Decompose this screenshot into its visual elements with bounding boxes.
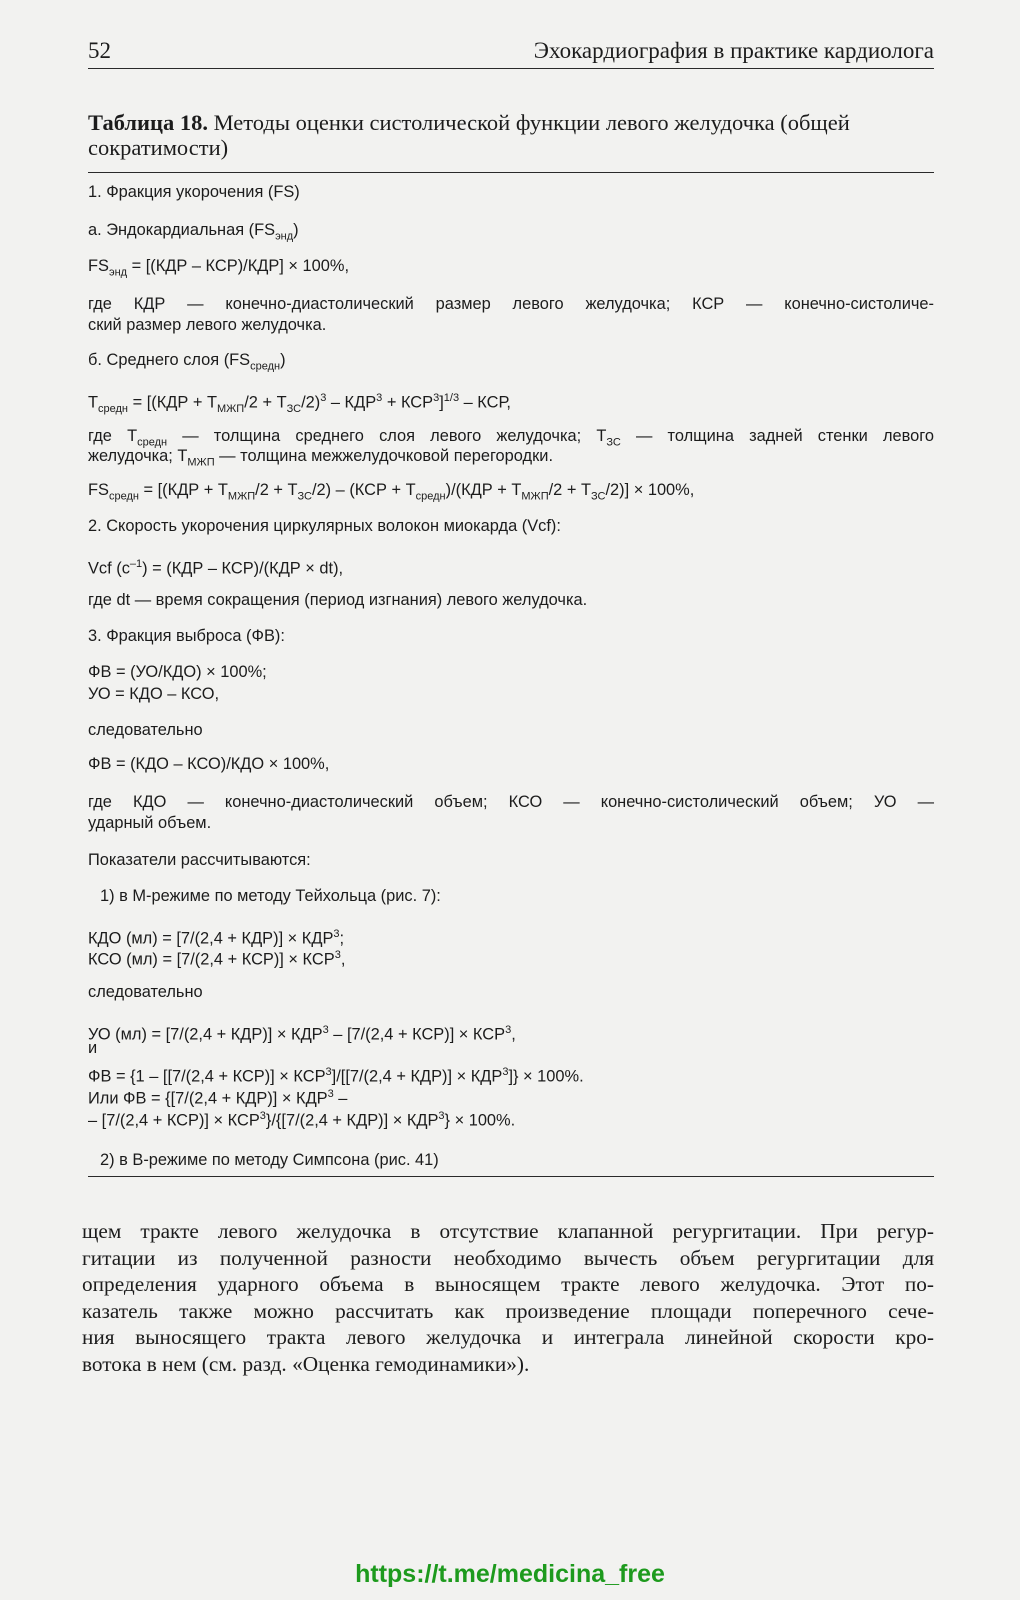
table-line: Или ФВ = {$[7/(2,4 + КДР)] \times КДР^3$ –	[88, 1088, 348, 1108]
table-line: 2) в В-режиме по методу Симпсона (рис. 41)	[100, 1151, 439, 1169]
body-line: щем тракте левого желудочка в отсутствие клапанной регургитации. При регур-	[82, 1219, 934, 1243]
table-line: КДО $(мл) = [7/(2,4 + КДР)] \times КДР^3$;	[88, 928, 345, 948]
table-line: Vcf $(с^{-1}) = (КДР - КСР)/(КДР \times dt)$,	[88, 558, 344, 578]
table-line: 1. Фракция укорочения (FS)	[88, 183, 300, 201]
table-line: КСО $(мл) = [7/(2,4 + КСР)] \times КСР^3$,	[88, 949, 346, 969]
body-line: ния выносящего тракта левого желудочка и интеграла линейной скорости кро-	[82, 1325, 934, 1350]
table-line: $Т_{средн} = [(КДР + Т_{МЖП}/2 + Т_{ЗС}/2)^3 - КДР^3 + КСР^3]^{1/3}$ – КСР,	[88, 392, 511, 415]
table-line: ский размер левого желудочка.	[88, 316, 327, 334]
page-number: 52	[88, 38, 111, 63]
table-line: УО = КДО – КСО,	[88, 685, 220, 703]
table-line: – $[7/(2,4 + КСР)] \times КСР^3\}/\{[7/(2,4 + КДР)] \times КДР^3\} \times 100\%$.	[88, 1110, 516, 1130]
table-line: ударный объем.	[88, 814, 212, 832]
table-line: $FS_{энд} = [(КДР - КСР)/КДР] \times 100\%$,	[88, 257, 349, 279]
table-line: Показатели рассчитываются:	[88, 851, 311, 869]
table-title-line2: сократимости)	[88, 135, 229, 160]
table-bottom-rule	[88, 1176, 934, 1177]
body-line: определения ударного объема в выносящем тракте левого желудочка. Этот по-	[82, 1272, 934, 1297]
table-line: где $Т_{средн}$ — толщина среднего слоя левого желудочка; $Т_{ЗС}$ — толщина задней стенки левого	[88, 427, 934, 449]
table-line: ФВ = (УО/КДО) × 100%;	[88, 663, 267, 681]
table-line: 1) в М-режиме по методу Тейхольца (рис. 7):	[100, 887, 441, 905]
body-line: вотока в нем (см. разд. «Оценка гемодинамики»).	[82, 1351, 530, 1376]
body-line: казатель также можно рассчитать как произведение площади поперечного сече-	[82, 1298, 934, 1323]
table-line: б. Среднего слоя $(FS_{средн})$	[88, 351, 286, 373]
table-line: ФВ = (КДО – КСО)/КДО × 100%,	[88, 755, 330, 773]
page-header	[88, 38, 934, 69]
table-label: Таблица 18.	[88, 110, 208, 135]
table-top-rule	[88, 172, 934, 173]
running-title: Эхокардиография в практике кардиолога	[533, 38, 934, 63]
table-line: где dt — время сокращения (период изгнания) левого желудочка.	[88, 591, 588, 609]
body-text	[82, 1218, 934, 1378]
table-line: а. Эндокардиальная $(FS_{энд})$	[88, 221, 299, 243]
table-line: 2. Скорость укорочения циркулярных волокон миокарда (Vcf):	[88, 517, 561, 535]
table-line: где КДО — конечно-диастолический объем; КСО — конечно-систолический объем; УО —	[88, 793, 934, 811]
table-line: следовательно	[88, 721, 203, 739]
table-line: и	[88, 1039, 98, 1057]
table-line: ФВ = $\{1 - [[7/(2,4 + КСР)] \times КСР^3]/[[7/(2,4 + КДР)] \times КДР^3]\} \times 100\%$.	[88, 1066, 584, 1086]
table-line: желудочка; $Т_{МЖП}$ — толщина межжелудочковой перегородки.	[88, 447, 553, 469]
table-line: следовательно	[88, 983, 203, 1001]
table-line: $FS_{средн} = [(КДР + Т_{МЖП}/2 + Т_{ЗС}/2) - (КСР + Т_{средн})/(КДР + Т_{МЖП}/2 + Т_{ЗС}/2)] \times 100\%$,	[88, 481, 695, 503]
table-line: где КДР — конечно-диастолический размер левого желудочка; КСР — конечно-систоличе-	[88, 295, 934, 313]
table-line: УО $(мл) = [7/(2,4 + КДР)] \times КДР^3 - [7/(2,4 + КСР)] \times КСР^3$,	[88, 1024, 516, 1044]
footer-link[interactable]: https://t.me/medicina_free	[355, 1560, 665, 1588]
table-title-line1: Методы оценки систолической функции левого желудочка (общей	[213, 110, 850, 135]
body-line: гитации из полученной разности необходимо вычесть объем регургитации для	[82, 1245, 934, 1270]
table-title	[88, 110, 934, 160]
table-line: 3. Фракция выброса (ФВ):	[88, 627, 285, 645]
